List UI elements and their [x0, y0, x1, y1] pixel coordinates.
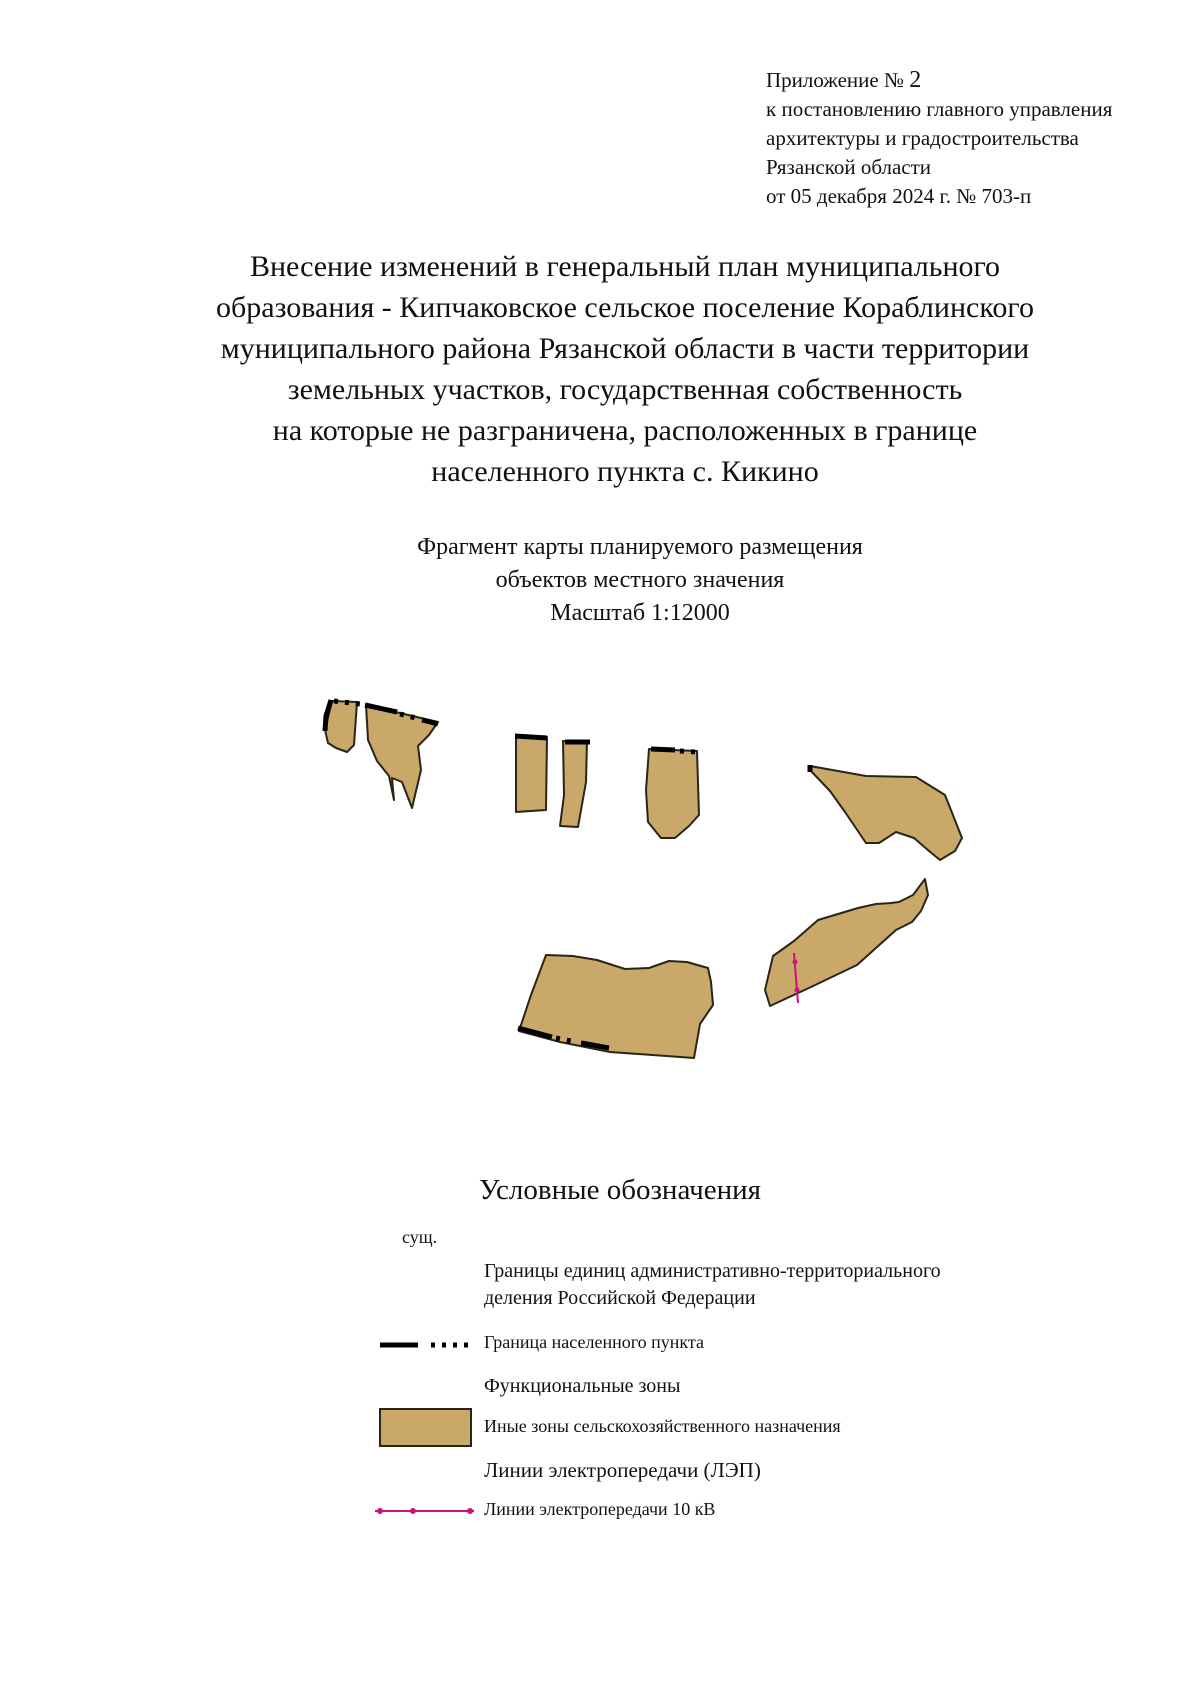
legend-functional-zones-heading: Функциональные зоны	[484, 1375, 681, 1397]
legend-admin-boundaries-heading	[484, 1258, 941, 1312]
title-line: муниципального района Рязанской области в части территории	[220, 332, 1030, 365]
legend-title: Условные обозначения	[479, 1174, 761, 1206]
legend-admin-heading-line-2: деления Российской Федерации	[484, 1287, 756, 1309]
legend-admin-heading-line-1: Границы единиц административно-территориального	[484, 1260, 941, 1282]
map-caption-line-2: объектов местного значения	[495, 567, 785, 593]
settlement-boundary-solid	[515, 736, 547, 738]
power-line-node	[795, 988, 800, 993]
map-scale: Масштаб 1:12000	[550, 600, 730, 626]
legend-settlement-boundary-label: Граница населенного пункта	[484, 1332, 704, 1352]
appendix-number: 2	[909, 67, 922, 93]
title-line: населенного пункта с. Кикино	[431, 455, 819, 488]
power-line-node	[793, 960, 798, 965]
legend-power-line-symbol	[375, 1508, 474, 1514]
title-line: образования - Кипчаковское сельское поселение Кораблинского	[216, 291, 1034, 324]
appendix-prefix: Приложение №	[766, 68, 904, 92]
title-line: Внесение изменений в генеральный план муниципального	[249, 250, 1001, 283]
legend-power-line-10kv-label: Линии электропередачи 10 кВ	[484, 1499, 716, 1519]
title-line: на которые не разграничена, расположенных в границе	[272, 414, 978, 447]
legend-power-lines-heading: Линии электропередачи (ЛЭП)	[484, 1458, 761, 1482]
legend-agri-zone-label: Иные зоны сельскохозяйственного назначения	[484, 1416, 841, 1436]
agri-zone-polygon	[325, 701, 962, 1058]
settlement-boundary-solid	[651, 749, 675, 750]
title-line: земельных участков, государственная собственность	[287, 373, 963, 406]
appendix-date-line: от 05 декабря 2024 г. № 703-п	[766, 184, 1032, 208]
appendix-line-4: Рязанской области	[766, 155, 932, 179]
appendix-line-2: к постановлению главного управления	[766, 97, 1113, 121]
map-caption-line-1: Фрагмент карты планируемого размещения	[417, 534, 863, 560]
appendix-line-3: архитектуры и градостроительства	[766, 126, 1079, 150]
legend-agri-zone-swatch	[380, 1409, 471, 1446]
legend-existing-label: сущ.	[402, 1227, 438, 1247]
